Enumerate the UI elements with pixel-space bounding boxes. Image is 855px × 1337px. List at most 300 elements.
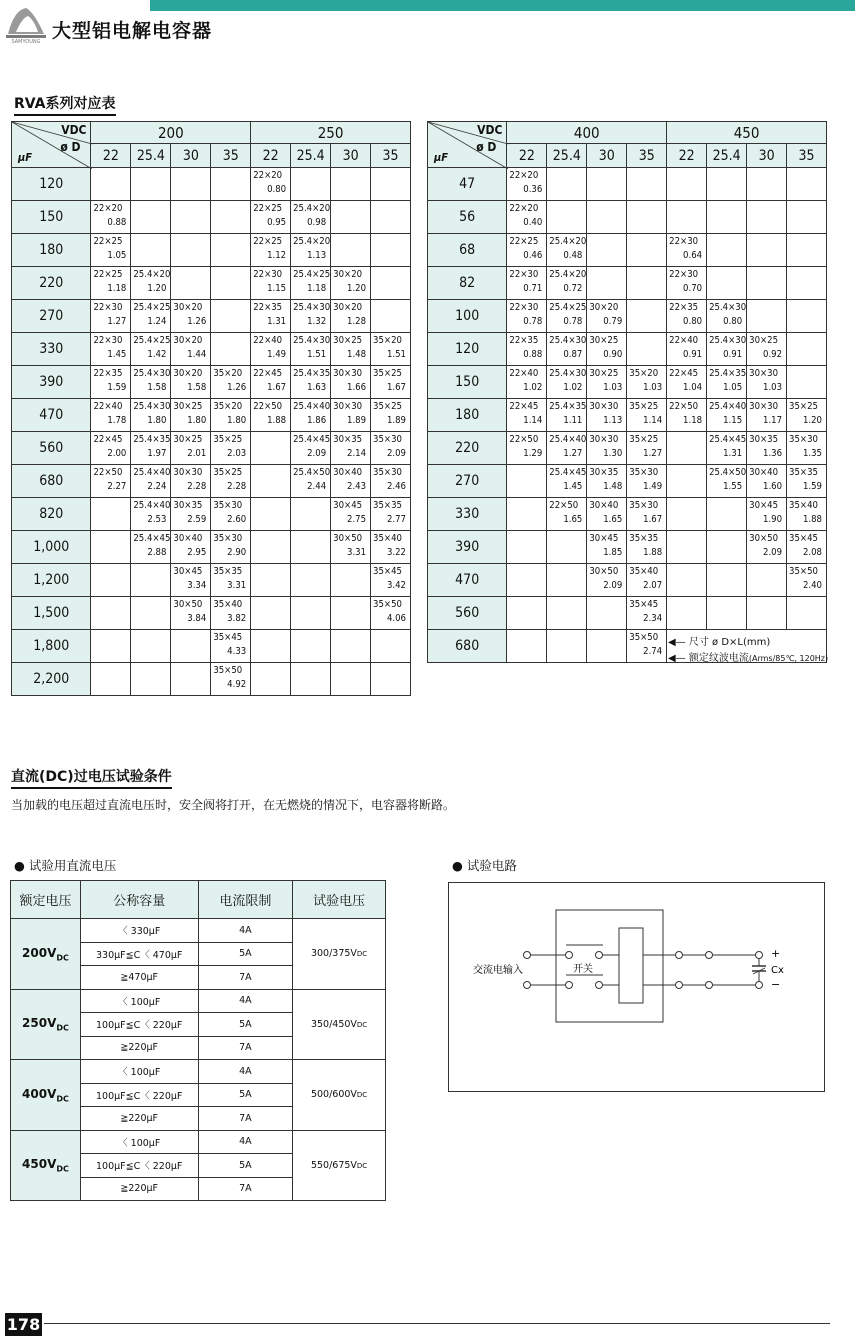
size-value: 25.4×40 [709,401,747,412]
ripple-value: 1.14 [523,415,543,426]
spec-cell [371,366,411,399]
test-voltage-cell: 300/375VDC [293,919,386,990]
size-value: 30×50 [749,533,779,544]
test-table-header: 公称容量 [80,881,198,919]
spec-cell [291,399,331,432]
ripple-value: 0.98 [307,217,327,228]
capacity-cell: 〈 100μF [80,1130,198,1154]
rated-voltage-cell: $200V_{DC}$ [11,919,81,990]
spec-cell [291,300,331,333]
ripple-value: 4.33 [227,646,247,657]
spec-cell [291,531,331,564]
size-value: 35×50 [213,665,243,676]
size-value: 35×30 [789,434,818,445]
size-value: 30×50 [173,599,203,610]
ripple-value: 1.67 [386,382,406,393]
capacity-cell: 330μF≦C〈 470μF [80,942,198,966]
capacitance-cell: 270 [428,465,507,498]
ripple-value: 1.55 [723,481,743,492]
diameter-header: 35 [787,144,827,168]
spec-cell [507,168,547,201]
capacity-cell: ≧220μF [80,1036,198,1060]
ripple-value: 1.14 [643,415,663,426]
size-value: 22×40 [669,335,699,346]
ripple-value: 1.45 [563,481,583,492]
ripple-value: 0.46 [523,250,543,261]
spec-cell [787,366,827,399]
ripple-value: 0.71 [523,283,543,294]
spec-cell [747,531,787,564]
spec-cell [211,300,251,333]
size-value: 25.4×40 [133,500,171,511]
size-value: 30×20 [173,335,203,346]
spec-cell [507,531,547,564]
spec-cell [331,531,371,564]
spec-cell [171,399,211,432]
size-value: 30×20 [333,302,363,313]
circuit-schematic [449,883,826,1093]
test-table-row [11,1130,386,1154]
spec-cell [211,399,251,432]
ripple-value: 1.48 [603,481,623,492]
ripple-value: 0.88 [523,349,543,360]
spec-cell [171,531,211,564]
diameter-header: 22 [667,144,707,168]
capacity-cell: 〈 330μF [80,919,198,943]
size-value: 22×25 [509,236,539,247]
spec-cell [371,168,411,201]
spec-cell [747,234,787,267]
ripple-value: 1.90 [763,514,783,525]
spec-cell [707,432,747,465]
spec-cell [371,597,411,630]
rva-table-right [427,121,827,663]
spec-cell [667,465,707,498]
ripple-value: 3.31 [227,580,247,591]
ripple-value: 1.63 [307,382,327,393]
spec-cell [131,432,171,465]
plus-terminal-label: + [771,947,781,960]
capacity-cell: 100μF≦C〈 220μF [80,1013,198,1037]
ripple-value: 1.04 [683,382,703,393]
spec-cell [131,300,171,333]
vdc-label: VDC [477,123,503,137]
ripple-value: 2.95 [187,547,207,558]
diameter-header: 30 [587,144,627,168]
ripple-value: 3.34 [187,580,207,591]
size-value: 25.4×40 [133,467,171,478]
spec-cell [747,267,787,300]
spec-cell [211,531,251,564]
size-value: 35×25 [629,434,659,445]
size-value: 25.4×25 [133,302,171,313]
spec-cell [787,465,827,498]
diameter-header: 30 [747,144,787,168]
table-row [12,597,411,630]
spec-cell [587,564,627,597]
size-value: 30×30 [333,401,363,412]
capacitance-cell: 180 [12,234,91,267]
capacitance-cell: 150 [428,366,507,399]
size-value: 25.4×45 [549,467,587,478]
ripple-value: 1.85 [603,547,623,558]
spec-cell [291,333,331,366]
spec-cell [667,300,707,333]
size-value: 30×35 [173,500,203,511]
ripple-value: 1.35 [802,448,822,459]
spec-cell [587,498,627,531]
spec-cell [747,333,787,366]
ripple-value: 1.48 [347,349,367,360]
ripple-value: 2.88 [147,547,167,558]
ripple-value: 0.36 [523,184,543,195]
vdc-label: VDC [61,123,87,137]
table-row [12,531,411,564]
ripple-value: 2.90 [227,547,247,558]
spec-cell [587,300,627,333]
size-value: 22×30 [669,269,699,280]
capacitance-cell: 680 [12,465,91,498]
size-value: 30×25 [589,368,619,379]
spec-cell [667,201,707,234]
switch-label: 开关 [573,964,593,975]
capacitance-cell: 120 [428,333,507,366]
size-value: 25.4×20 [293,203,331,214]
spec-cell [91,300,131,333]
size-value: 30×40 [589,500,619,511]
size-value: 35×40 [629,566,659,577]
capacity-cell: ≧220μF [80,1177,198,1201]
table-row [12,465,411,498]
ripple-value: 2.28 [187,481,207,492]
spec-cell [547,432,587,465]
rva-section-title: RVA系列对应表 [14,93,116,116]
size-value: 22×45 [669,368,699,379]
spec-cell [507,234,547,267]
spec-cell [131,234,171,267]
spec-cell [131,531,171,564]
spec-cell [131,564,171,597]
capacitance-cell: 820 [12,498,91,531]
size-value: 35×40 [213,599,243,610]
spec-cell [667,564,707,597]
spec-cell [171,597,211,630]
ripple-value: 0.80 [267,184,287,195]
ripple-value: 1.20 [347,283,367,294]
size-value: 22×20 [93,203,123,214]
spec-cell [291,234,331,267]
table-row [12,201,411,234]
spec-cell [787,234,827,267]
size-value: 30×30 [749,368,779,379]
rva-table-left [11,121,411,696]
footer-rule [44,1323,830,1324]
test-table-header: 电流限制 [198,881,293,919]
size-value: 30×25 [173,401,203,412]
ripple-value: 1.44 [187,349,207,360]
ripple-value: 0.92 [763,349,783,360]
diameter-header: 25.4 [707,144,747,168]
diameter-header: 22 [507,144,547,168]
voltage-header: 450 [667,122,827,144]
spec-cell [171,300,211,333]
size-value: 30×45 [749,500,779,511]
page-title: 大型铝电解电容器 [52,20,213,42]
spec-cell [91,333,131,366]
size-value: 22×30 [669,236,699,247]
size-value: 25.4×20 [549,269,587,280]
size-value: 35×20 [629,368,659,379]
spec-cell [507,630,547,663]
capacitance-cell: 390 [428,531,507,564]
spec-cell [707,267,747,300]
spec-cell [707,366,747,399]
capacitance-unit-label: μF [18,151,33,164]
size-value: 30×30 [589,401,619,412]
spec-cell [371,498,411,531]
capacitance-cell: 100 [428,300,507,333]
ripple-value: 2.60 [227,514,247,525]
size-value: 35×45 [213,632,243,643]
svg-text:SAMYOUNG: SAMYOUNG [11,39,41,44]
ripple-value: 0.91 [683,349,703,360]
size-value: 25.4×25 [133,335,171,346]
ripple-value: 0.48 [563,250,583,261]
spec-cell [91,663,131,696]
test-voltage-cell: 550/675VDC [293,1130,386,1201]
table-row [12,663,411,696]
size-value: 25.4×35 [549,401,587,412]
size-value: 25.4×45 [133,533,171,544]
capacitance-cell: 560 [12,432,91,465]
ripple-value: 1.65 [603,514,623,525]
capacitance-cell: 220 [428,432,507,465]
spec-cell [251,630,291,663]
spec-cell [547,465,587,498]
diameter-header: 25.4 [291,144,331,168]
ripple-value: 1.88 [802,514,822,525]
spec-cell [331,465,371,498]
size-value: 22×40 [509,368,539,379]
spec-cell [211,663,251,696]
ripple-value: 1.67 [267,382,287,393]
spec-cell [371,333,411,366]
size-value: 35×30 [373,434,402,445]
size-value: 22×30 [509,269,539,280]
size-value: 30×45 [333,500,363,511]
size-value: 30×20 [589,302,619,313]
size-value: 30×25 [589,335,619,346]
spec-cell [707,465,747,498]
spec-cell [747,201,787,234]
ripple-value: 0.70 [683,283,703,294]
ripple-value: 1.13 [307,250,327,261]
spec-cell [787,399,827,432]
spec-cell [507,267,547,300]
spec-cell [331,399,371,432]
voltage-header: 400 [507,122,667,144]
legend-size: ◀— 尺寸 ø D×L(mm) [668,637,771,648]
spec-cell [707,564,747,597]
spec-cell [787,333,827,366]
spec-cell [787,201,827,234]
ripple-value: 1.13 [603,415,623,426]
size-value: 35×25 [373,368,402,379]
spec-cell [131,498,171,531]
table-row [428,300,827,333]
size-value: 35×30 [629,500,659,511]
ripple-value: 1.88 [267,415,287,426]
ripple-value: 1.20 [147,283,167,294]
ripple-value: 1.58 [187,382,207,393]
ripple-value: 1.59 [107,382,127,393]
spec-cell [787,597,827,630]
spec-cell [211,267,251,300]
spec-cell [171,630,211,663]
spec-cell [171,333,211,366]
size-value: 22×25 [253,203,283,214]
spec-cell [211,366,251,399]
spec-cell [507,597,547,630]
ripple-value: 4.06 [386,613,406,624]
size-value: 22×40 [93,401,123,412]
table-row [12,300,411,333]
rated-voltage-cell: $450V_{DC}$ [11,1130,81,1201]
capacitance-cell: 470 [12,399,91,432]
spec-cell [371,630,411,663]
capacitance-cell: 330 [12,333,91,366]
ripple-value: 1.30 [603,448,623,459]
size-value: 35×45 [789,533,818,544]
size-value: 25.4×35 [293,368,331,379]
spec-cell [131,333,171,366]
ripple-value: 1.80 [227,415,247,426]
ripple-value: 3.42 [386,580,406,591]
header-accent-bar [150,0,855,11]
table-row [428,333,827,366]
size-value: 35×30 [373,467,402,478]
size-value: 30×40 [749,467,779,478]
size-value: 35×40 [373,533,402,544]
spec-cell [211,498,251,531]
spec-cell [131,168,171,201]
spec-cell [627,201,667,234]
spec-cell [211,630,251,663]
ripple-value: 2.46 [386,481,406,492]
size-value: 35×20 [373,335,402,346]
spec-cell [747,399,787,432]
table-row [12,630,411,663]
spec-cell [171,564,211,597]
size-value: 35×30 [213,533,243,544]
ripple-value: 0.95 [267,217,287,228]
spec-cell [547,201,587,234]
spec-cell [291,432,331,465]
ripple-value: 1.67 [643,514,663,525]
capacity-cell: ≧470μF [80,966,198,990]
capacity-cell: 100μF≦C〈 220μF [80,1154,198,1178]
spec-cell [627,597,667,630]
spec-cell [171,465,211,498]
spec-cell [627,432,667,465]
diameter-header: 22 [251,144,291,168]
spec-cell [251,597,291,630]
ripple-value: 1.49 [643,481,663,492]
test-table-row [11,1060,386,1084]
spec-cell [787,564,827,597]
table-row [428,201,827,234]
dc-test-description: 当加载的电压超过直流电压时，安全阀将打开，在无燃烧的情况下，电容器将断路。 [11,798,456,812]
spec-cell [587,234,627,267]
spec-cell [331,168,371,201]
spec-cell [587,168,627,201]
size-value: 25.4×30 [709,335,747,346]
capacitance-cell: 470 [428,564,507,597]
ripple-value: 2.59 [187,514,207,525]
spec-cell [251,234,291,267]
spec-cell [627,564,667,597]
table-row [428,597,827,630]
size-value: 25.4×30 [549,335,587,346]
spec-cell [171,432,211,465]
ripple-value: 1.31 [723,448,743,459]
test-table-row [11,919,386,943]
table-row [428,234,827,267]
size-value: 22×20 [253,170,283,181]
spec-cell [547,234,587,267]
capacitance-cell: 82 [428,267,507,300]
ripple-value: 2.08 [802,547,822,558]
spec-cell [747,300,787,333]
test-table-header: 试验电压 [293,881,386,919]
spec-cell [507,366,547,399]
spec-cell [331,267,371,300]
spec-cell [331,663,371,696]
size-value: 30×40 [173,533,203,544]
size-value: 35×25 [629,401,659,412]
size-value: 25.4×50 [293,467,331,478]
spec-cell [707,201,747,234]
size-value: 22×45 [93,434,123,445]
spec-cell [667,366,707,399]
size-value: 25.4×30 [293,302,331,313]
size-value: 35×50 [629,632,659,643]
current-limit-cell: 7A [198,1177,293,1201]
table-row [428,531,827,564]
size-value: 35×30 [629,467,659,478]
spec-cell [331,432,371,465]
spec-cell [91,366,131,399]
spec-cell [507,498,547,531]
ripple-value: 1.89 [347,415,367,426]
capacity-cell: 〈 100μF [80,1060,198,1084]
capacitance-cell: 1,000 [12,531,91,564]
spec-cell [91,630,131,663]
capacitance-cell: 150 [12,201,91,234]
spec-cell [91,465,131,498]
spec-cell [371,531,411,564]
table-row [12,564,411,597]
spec-cell [251,333,291,366]
size-value: 25.4×35 [709,368,747,379]
spec-cell [131,267,171,300]
spec-cell [747,366,787,399]
spec-cell [627,399,667,432]
ripple-value: 1.86 [307,415,327,426]
size-value: 30×25 [749,335,779,346]
spec-cell [371,465,411,498]
spec-cell [627,465,667,498]
